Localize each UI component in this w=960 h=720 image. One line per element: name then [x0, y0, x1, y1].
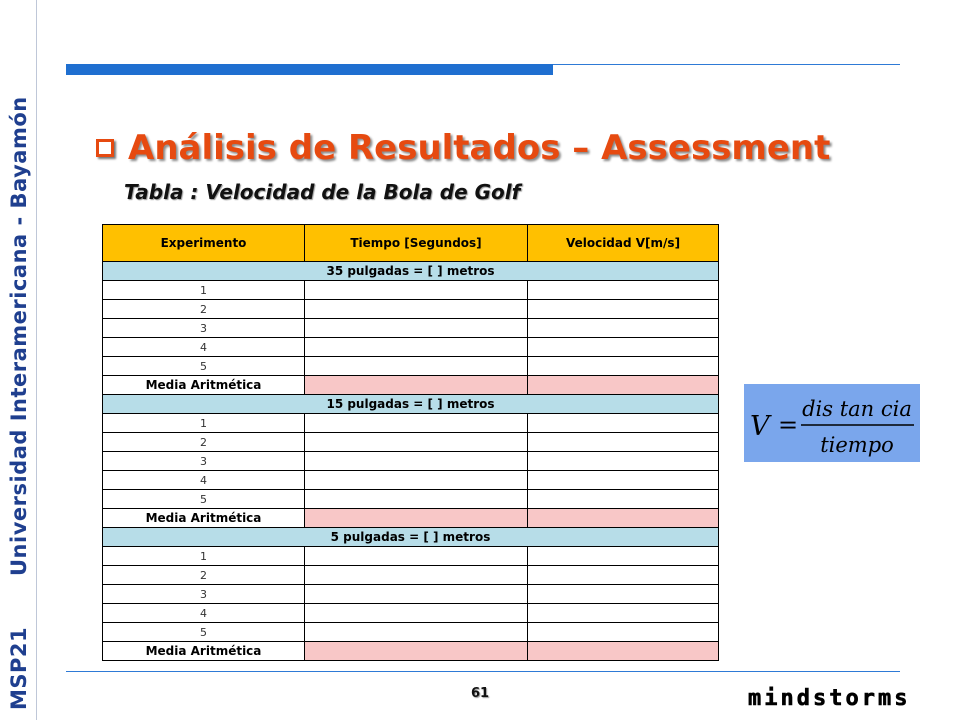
mean-velocity-cell — [528, 509, 719, 528]
header-velocidad: Velocidad V[m/s] — [528, 225, 719, 262]
mean-label: Media Aritmética — [103, 509, 305, 528]
mindstorms-logo: mindstorms — [748, 686, 911, 711]
trial-number: 4 — [103, 471, 305, 490]
velocity-cell — [528, 414, 719, 433]
section-label: 15 pulgadas = [ ] metros — [103, 395, 719, 414]
mean-time-cell — [305, 509, 528, 528]
time-cell — [305, 357, 528, 376]
trial-number: 3 — [103, 452, 305, 471]
trial-number: 3 — [103, 319, 305, 338]
mean-row — [103, 509, 719, 528]
time-cell — [305, 300, 528, 319]
formula-denominator: tiempo — [820, 433, 894, 457]
section-label: 35 pulgadas = [ ] metros — [103, 262, 719, 281]
table-section-row — [103, 528, 719, 547]
formula-lhs: V — [750, 411, 770, 442]
slide-subtitle: Tabla : Velocidad de la Bola de Golf — [124, 180, 521, 204]
table-row — [103, 433, 719, 452]
sidebar-divider — [36, 0, 37, 720]
square-bullet-icon — [96, 139, 114, 157]
institution-name: Universidad Interamericana - Bayamón — [7, 96, 31, 576]
table-row — [103, 319, 719, 338]
trial-number: 5 — [103, 357, 305, 376]
mean-velocity-cell — [528, 642, 719, 661]
velocity-cell — [528, 300, 719, 319]
time-cell — [305, 566, 528, 585]
table-row — [103, 300, 719, 319]
page-number: 61 — [470, 686, 490, 701]
table-row — [103, 357, 719, 376]
formula-numerator: dis tan cia — [802, 397, 912, 421]
velocity-table — [102, 224, 719, 661]
sidebar-vertical-text — [2, 0, 36, 720]
slide-title: Análisis de Resultados – Assessment — [128, 128, 831, 168]
time-cell — [305, 281, 528, 300]
velocity-cell — [528, 490, 719, 509]
formula-equals: = — [778, 411, 799, 439]
mean-time-cell — [305, 376, 528, 395]
velocity-cell — [528, 604, 719, 623]
mean-label: Media Aritmética — [103, 642, 305, 661]
mean-time-cell — [305, 642, 528, 661]
velocity-cell — [528, 623, 719, 642]
time-cell — [305, 490, 528, 509]
trial-number: 2 — [103, 300, 305, 319]
mean-label: Media Aritmética — [103, 376, 305, 395]
trial-number: 5 — [103, 623, 305, 642]
trial-number: 1 — [103, 414, 305, 433]
time-cell — [305, 433, 528, 452]
time-cell — [305, 585, 528, 604]
time-cell — [305, 338, 528, 357]
time-cell — [305, 471, 528, 490]
time-cell — [305, 547, 528, 566]
table-row — [103, 414, 719, 433]
time-cell — [305, 604, 528, 623]
top-accent-bar — [66, 64, 553, 75]
trial-number: 1 — [103, 281, 305, 300]
table-row — [103, 585, 719, 604]
trial-number: 5 — [103, 490, 305, 509]
course-code: MSP21 — [7, 626, 31, 710]
velocity-cell — [528, 338, 719, 357]
section-label: 5 pulgadas = [ ] metros — [103, 528, 719, 547]
velocity-cell — [528, 281, 719, 300]
velocity-cell — [528, 452, 719, 471]
title-row — [96, 128, 830, 168]
time-cell — [305, 452, 528, 471]
table-section-row — [103, 395, 719, 414]
trial-number: 1 — [103, 547, 305, 566]
table-row — [103, 547, 719, 566]
velocity-cell — [528, 547, 719, 566]
velocity-cell — [528, 319, 719, 338]
trial-number: 2 — [103, 566, 305, 585]
mean-velocity-cell — [528, 376, 719, 395]
header-experimento: Experimento — [103, 225, 305, 262]
trial-number: 3 — [103, 585, 305, 604]
mean-row — [103, 642, 719, 661]
time-cell — [305, 623, 528, 642]
velocity-cell — [528, 566, 719, 585]
table-row — [103, 604, 719, 623]
table-row — [103, 566, 719, 585]
bottom-accent-line — [66, 671, 900, 672]
table-row — [103, 490, 719, 509]
table-row — [103, 338, 719, 357]
mean-row — [103, 376, 719, 395]
table-header-row — [103, 225, 719, 262]
velocity-cell — [528, 585, 719, 604]
time-cell — [305, 414, 528, 433]
table-row — [103, 471, 719, 490]
velocity-cell — [528, 433, 719, 452]
velocity-cell — [528, 471, 719, 490]
trial-number: 4 — [103, 338, 305, 357]
time-cell — [305, 319, 528, 338]
table-section-row — [103, 262, 719, 281]
header-tiempo: Tiempo [Segundos] — [305, 225, 528, 262]
velocity-cell — [528, 357, 719, 376]
table-row — [103, 452, 719, 471]
trial-number: 4 — [103, 604, 305, 623]
top-accent-line — [553, 64, 900, 65]
table-row — [103, 281, 719, 300]
velocity-formula — [744, 384, 920, 462]
trial-number: 2 — [103, 433, 305, 452]
table-row — [103, 623, 719, 642]
